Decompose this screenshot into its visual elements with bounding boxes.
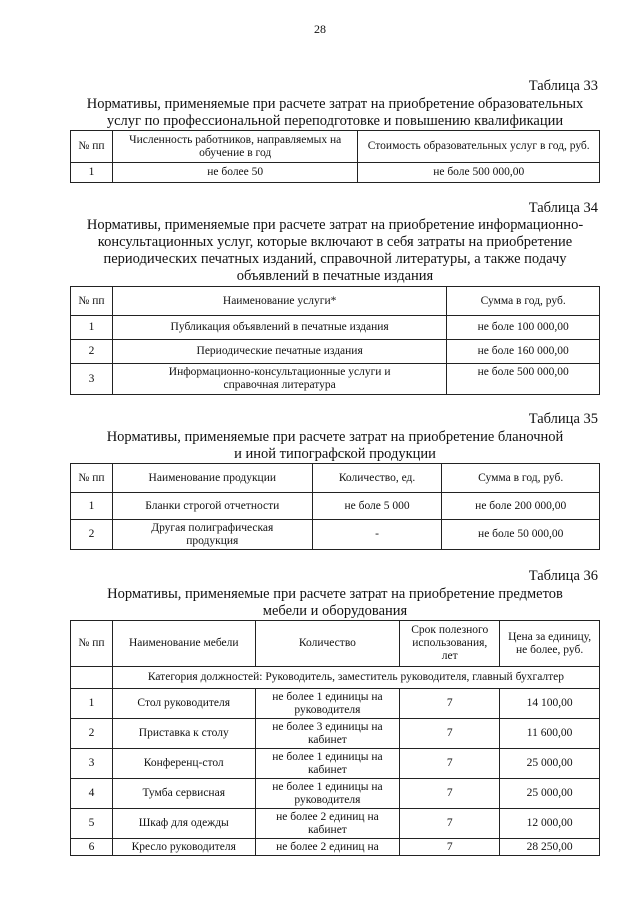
header-cell: Сумма в год, руб.	[442, 464, 600, 493]
table-header-row	[71, 287, 600, 316]
table-cell: не более 1 единицы на кабинет	[255, 749, 400, 779]
table-row	[71, 493, 600, 520]
table-33	[70, 130, 600, 183]
table-cell: не боле 5 000	[312, 493, 442, 520]
table-cell: 7	[400, 689, 500, 719]
table-cell: не более 1 единицы на руководителя	[255, 779, 400, 809]
header-cell: Срок полезного использования, лет	[400, 621, 500, 667]
table-cell: 7	[400, 839, 500, 856]
table-cell: Тумба сервисная	[112, 779, 255, 809]
table-header-row	[71, 464, 600, 493]
table-cell: Приставка к столу	[112, 719, 255, 749]
header-cell: № пп	[71, 621, 113, 667]
header-cell: Наименование продукции	[112, 464, 312, 493]
table-cell: не более 2 единиц на	[255, 839, 400, 856]
table-row	[71, 779, 600, 809]
table-36-title-line: мебели и оборудования	[262, 603, 408, 619]
table-cell: 1	[71, 689, 113, 719]
table-34	[70, 286, 600, 395]
table-cell: -	[312, 520, 442, 550]
table-row	[71, 749, 600, 779]
table-cell: 7	[400, 749, 500, 779]
header-cell: Численность работников, направляемых на обучение в год	[112, 131, 358, 163]
table-row	[71, 689, 600, 719]
table-36-title	[70, 586, 600, 620]
table-33-label: Таблица 33	[528, 78, 598, 94]
header-cell: Сумма в год, руб.	[447, 287, 600, 316]
table-35-title	[70, 429, 600, 463]
table-header-row	[71, 621, 600, 667]
table-cell: 2	[71, 719, 113, 749]
table-cell: 7	[400, 809, 500, 839]
table-cell: 14 100,00	[500, 689, 600, 719]
table-cell: Другая полиграфическая продукция	[112, 520, 312, 550]
table-36-label: Таблица 36	[528, 568, 598, 584]
table-row	[71, 316, 600, 340]
header-cell: Количество, ед.	[312, 464, 442, 493]
table-cell: 28 250,00	[500, 839, 600, 856]
table-cell: 7	[400, 719, 500, 749]
table-cell: 1	[71, 163, 113, 183]
header-cell: № пп	[71, 287, 113, 316]
table-row	[71, 719, 600, 749]
table-36	[70, 620, 600, 856]
table-35-label: Таблица 35	[528, 411, 598, 427]
table-row	[71, 839, 600, 856]
table-cell: 25 000,00	[500, 749, 600, 779]
table-cell: Информационно-консультационные услуги и справочная литература	[112, 364, 446, 395]
table-33-title-line: Нормативы, применяемые при расчете затрат на приобретение образовательных	[86, 96, 584, 112]
table-35	[70, 463, 600, 550]
table-header-row	[71, 131, 600, 163]
table-cell: не более 2 единиц на кабинет	[255, 809, 400, 839]
header-cell: Наименование мебели	[112, 621, 255, 667]
page-number: 28	[314, 22, 326, 36]
table-cell: 4	[71, 779, 113, 809]
table-cell: не более 1 единицы на руководителя	[255, 689, 400, 719]
table-cell: не боле 50 000,00	[442, 520, 600, 550]
table-cell: 2	[71, 520, 113, 550]
table-cell: 1	[71, 493, 113, 520]
header-cell: Наименование услуги*	[112, 287, 446, 316]
table-cell	[71, 667, 113, 689]
header-cell: Цена за единицу, не более, руб.	[500, 621, 600, 667]
table-36-title-line: Нормативы, применяемые при расчете затрат на приобретение предметов	[107, 586, 563, 602]
table-35-title-line: Нормативы, применяемые при расчете затрат на приобретение бланочной	[106, 429, 564, 445]
table-cell: 1	[71, 316, 113, 340]
table-row	[71, 340, 600, 364]
table-cell: не более 3 единицы на кабинет	[255, 719, 400, 749]
table-cell: 11 600,00	[500, 719, 600, 749]
table-cell: Публикация объявлений в печатные издания	[112, 316, 446, 340]
table-34-title	[70, 217, 600, 285]
header-cell: Количество	[255, 621, 400, 667]
table-cell: Периодические печатные издания	[112, 340, 446, 364]
table-cell: не более 50	[112, 163, 358, 183]
table-cell: 25 000,00	[500, 779, 600, 809]
table-cell: 3	[71, 364, 113, 395]
table-cell: не боле 160 000,00	[447, 340, 600, 364]
table-row	[71, 809, 600, 839]
table-cell: 12 000,00	[500, 809, 600, 839]
table-33-title	[70, 96, 600, 130]
category-cell: Категория должностей: Руководитель, заместитель руководителя, главный бухгалтер	[112, 667, 599, 689]
table-cell: не боле 200 000,00	[442, 493, 600, 520]
table-cell: не боле 500 000,00	[358, 163, 600, 183]
table-cell: 3	[71, 749, 113, 779]
table-cell: не боле 500 000,00	[447, 364, 600, 395]
table-cell: 6	[71, 839, 113, 856]
table-33-title-line: услуг по профессиональной переподготовке и повышению квалификации	[106, 113, 564, 129]
table-34-title-line: периодических печатных изданий, справочной литературы, а также подачу	[103, 251, 567, 267]
table-cell: Кресло руководителя	[112, 839, 255, 856]
table-34-title-line: консультационных услуг, которые включают в себя затраты на приобретение	[97, 234, 573, 250]
table-row	[71, 520, 600, 550]
table-cell: не боле 100 000,00	[447, 316, 600, 340]
table-cell: Шкаф для одежды	[112, 809, 255, 839]
table-34-label: Таблица 34	[528, 200, 598, 216]
table-cell: Стол руководителя	[112, 689, 255, 719]
table-cell: 2	[71, 340, 113, 364]
category-row	[71, 667, 600, 689]
header-cell: № пп	[71, 464, 113, 493]
header-cell: № пп	[71, 131, 113, 163]
table-cell: 5	[71, 809, 113, 839]
table-34-title-line: Нормативы, применяемые при расчете затрат на приобретение информационно-	[86, 217, 584, 233]
table-row	[71, 364, 600, 395]
header-cell: Стоимость образовательных услуг в год, руб.	[358, 131, 600, 163]
table-cell: Конференц-стол	[112, 749, 255, 779]
table-row	[71, 163, 600, 183]
table-cell: Бланки строгой отчетности	[112, 493, 312, 520]
table-34-title-line: объявлений в печатные издания	[236, 268, 434, 284]
table-35-title-line: и иной типографской продукции	[234, 446, 436, 462]
table-cell: 7	[400, 779, 500, 809]
